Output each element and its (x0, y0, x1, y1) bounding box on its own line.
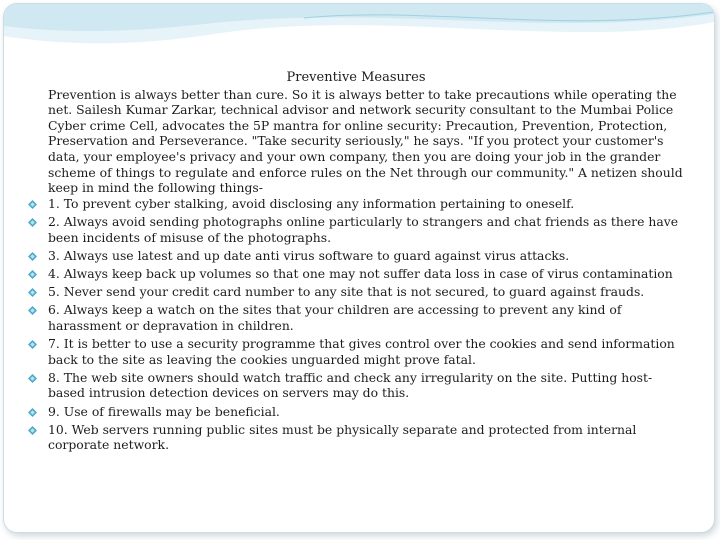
header-wave-decoration (4, 4, 714, 74)
diamond-bullet-icon (28, 200, 37, 209)
list-item (26, 336, 686, 367)
diamond-bullet-icon (28, 218, 37, 227)
list-item-text: 7. It is better to use a security programme that gives control over the cookies and send information back to the site as leaving the cookies unguarded might prove fatal. (48, 336, 675, 367)
list-item-text: 8. The web site owners should watch traffic and check any irregularity on the site. Putting host-based intrusion detection devices on servers may do this. (48, 369, 653, 401)
slide-title: Preventive Measures (286, 70, 426, 85)
list-item (26, 266, 686, 282)
list-item (26, 302, 686, 333)
diamond-bullet-icon (28, 408, 37, 417)
diamond-bullet-icon (28, 252, 37, 261)
list-item (26, 248, 686, 264)
list-item-text: 10. Web servers running public sites must be physically separate and protected from internal corporate network. (48, 421, 637, 453)
diamond-bullet-icon (28, 374, 37, 383)
list-item-text: 3. Always use latest and up date anti virus software to guard against virus attacks. (48, 247, 570, 263)
slide-body (26, 70, 686, 456)
list-item-text: 2. Always avoid sending photographs online particularly to strangers and chat friends as there have been incidents of misuse of the photographs. (48, 213, 679, 245)
slide-frame (3, 3, 715, 533)
list-item (26, 196, 686, 212)
list-item (26, 284, 686, 300)
intro-paragraph: Prevention is always better than cure. So it is always better to take precautions while operating the net. Sailesh Kumar Zarkar, technical advisor and network security consultant to the Mumbai Police Cyber crime Cell, advocates the 5P mantra for online security: Precaution, Prevention, Protection, Preservation and Perseverance. "Take security seriously," he says. "If you protect your customer's data, your employee's privacy and your own company, then you are doing your job in the grander scheme of things to regulate and enforce rules on the Net through our community." A netizen should keep in mind the following things- (48, 86, 683, 196)
diamond-bullet-icon (28, 270, 37, 279)
diamond-bullet-icon (28, 306, 37, 315)
list-item-text: 1. To prevent cyber stalking, avoid disclosing any information pertaining to oneself. (48, 195, 575, 211)
list-item (26, 370, 686, 401)
list-item-text: 5. Never send your credit card number to any site that is not secured, to guard against frauds. (48, 284, 645, 300)
diamond-bullet-icon (28, 288, 37, 297)
list-item (26, 404, 686, 420)
diamond-bullet-icon (28, 340, 37, 349)
list-item (26, 214, 686, 245)
diamond-bullet-icon (28, 426, 37, 435)
list-item (26, 422, 686, 453)
list-item-text: 9. Use of firewalls may be beneficial. (48, 403, 280, 419)
list-item-text: 4. Always keep back up volumes so that one may not suffer data loss in case of virus contamination (48, 265, 673, 281)
points-list (26, 196, 686, 453)
list-item-text: 6. Always keep a watch on the sites that your children are accessing to prevent any kind of harassment or depravation in children. (48, 302, 622, 333)
